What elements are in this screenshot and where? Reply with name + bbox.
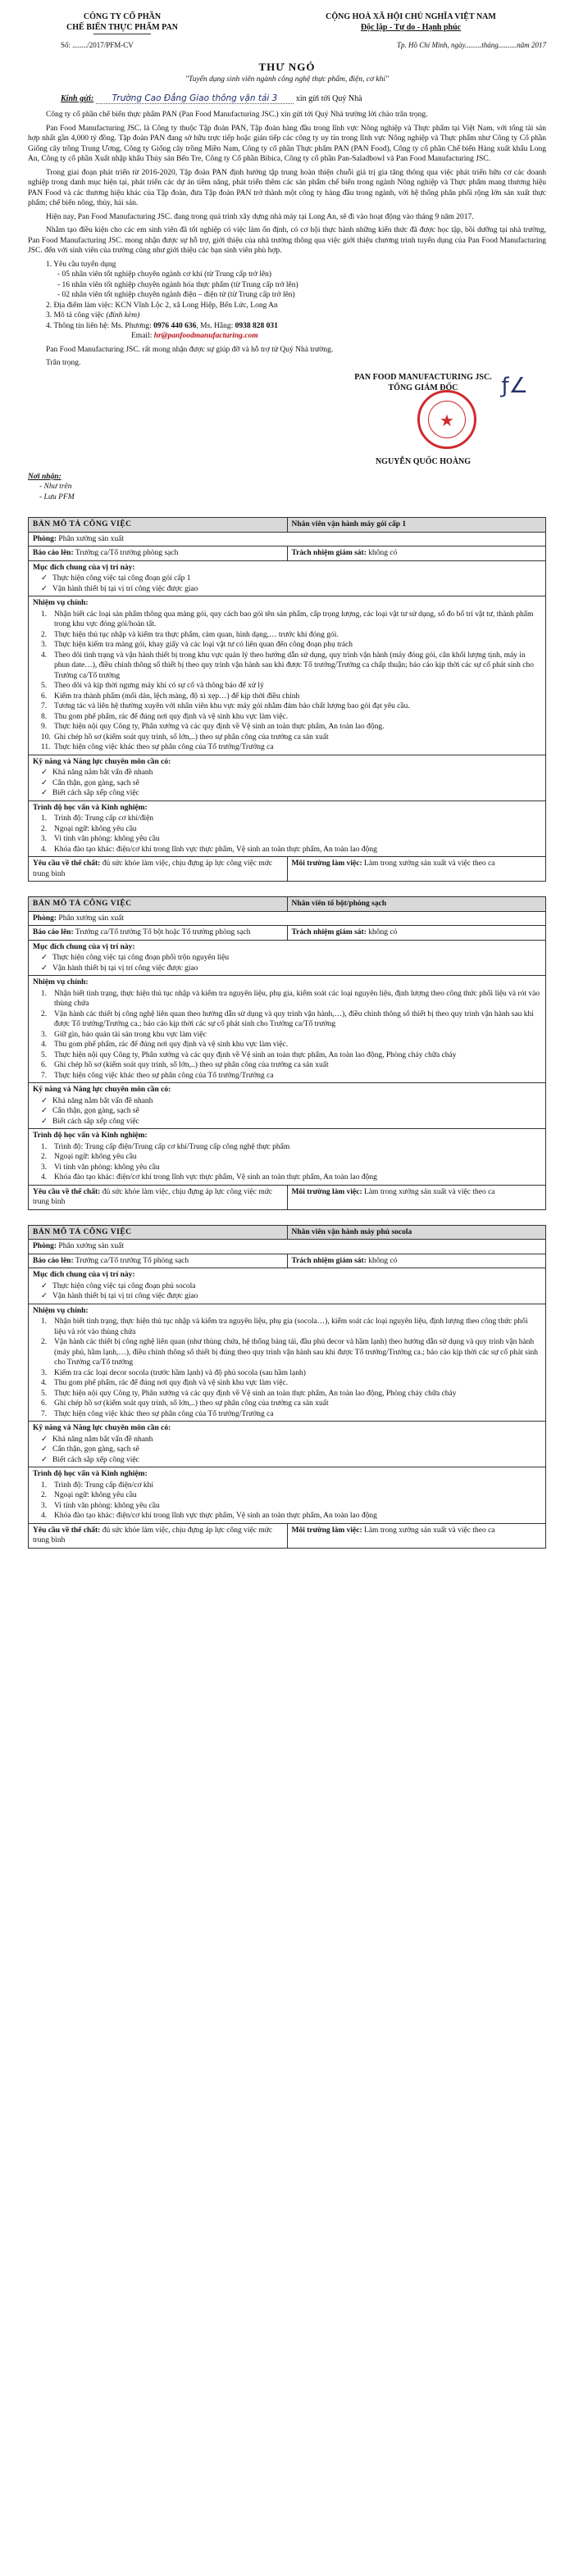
list-item: 2. Vận hành các thiết bị công nghệ liên quan theo hướng dẫn sử dụng và quy trình vận hành,…), điều chỉnh thông số thiết bị theo quy trình vận hành sau khi được Tổ trưởng/Trưởng ca.; báo cáo kịp thời các sự cố phát sinh cho Trưởng ca/Tổ trưởng [41, 1009, 541, 1030]
recipients-section [28, 472, 546, 503]
table-title: BẢN MÔ TẢ CÔNG VIỆC [33, 1227, 132, 1236]
supervise-value: không có [368, 549, 398, 557]
list-item-text: Thực hiện nội quy Công ty, Phân xưởng và các quy định về Vệ sinh an toàn thực phẩm, An toàn lao động. [54, 723, 385, 731]
list-item-text: Nhận biết tình trạng, thực hiện thủ tục nhập và kiểm tra nguyên liệu, phụ gia (socola…), kiểm soát các loại nguyên liệu, định lượng theo công thức phối liệu và rót vào thùng chứa [54, 1317, 528, 1336]
info-item-1: 1. Yêu cầu tuyển dụng [46, 260, 116, 269]
skills-label: Kỹ năng và Năng lực chuyên môn cần có: [33, 1086, 171, 1094]
duties-label: Nhiệm vụ chính: [33, 978, 89, 986]
report-label: Báo cáo lên: [33, 549, 74, 557]
paragraph-3: Trong giai đoạn phát triển từ 2016-2020, Tập đoàn PAN định hướng tập trung hoàn thiện chuỗi giá trị gia tăng thông qua việc phát triển hữu cơ các doanh nghiệp trong danh mục hiện tại, phát triển các dự án tiềm năng, phát triển thêm các sản phẩm chế biến trong ngành Nông nghiệp và Thực phẩm mang thương hiệu PAN Food và các thương hiệu khác của Tập đoàn, đưa Tập đoàn PAN trở thành một công ty hàng đầu trong ngành, với hệ thống phân phối rộng lớn sản xuất thực phẩm; chế biến nông, thủy, hải sản. [28, 168, 546, 207]
list-item-text: Kiểm tra thành phẩm (mối dán, lệch màng, độ xì xẹp…) để kịp thời điều chỉnh [54, 692, 300, 701]
list-item: 4. Khóa đào tạo khác: điện/cơ khí trong lĩnh vực thực phẩm, Vệ sinh an toàn thực phẩm, An toàn lao động [41, 1173, 377, 1181]
recipient-item: - Như trên [39, 483, 72, 491]
paragraph-1: Công ty cổ phần chế biến thực phẩm PAN (Pan Food Manufacturing JSC.) xin gửi tới Quý Nhà trường lời chào trân trọng. [46, 111, 428, 119]
recipient-handwritten: Trường Cao Đẳng Giao thông vận tải 3 [96, 93, 294, 104]
signature-block [325, 372, 522, 393]
list-item: ✓ Cẩn thận, gọn gàng, sạch sẽ [41, 778, 139, 787]
contact-phone-1: 0976 440 636 [153, 321, 197, 330]
list-item: 1. Trình độ: Trung cấp điện/Trung cấp cơ khí/Trung cấp công nghệ thực phẩm [41, 1142, 290, 1151]
job-position: Nhân viên vận hành máy phủ socola [291, 1227, 412, 1236]
list-item: 5. Thực hiện nội quy Công ty, Phân xưởng và các quy định về Vệ sinh an toàn thực phẩm, An toàn lao động, Phòng cháy chữa cháy [41, 1050, 457, 1059]
table-title: BẢN MÔ TẢ CÔNG VIỆC [33, 520, 132, 528]
supervise-label: Trách nhiệm giám sát: [291, 1256, 367, 1265]
list-item: ✓ Khả năng nắm bắt vấn đề nhanh [41, 769, 153, 777]
env-label: Môi trường làm việc: [291, 1187, 362, 1196]
list-item-text: Ngoại ngữ: không yêu cầu [54, 824, 137, 833]
physical-label: Yêu cầu về thể chất: [33, 859, 101, 868]
list-item-text: Ghi chép hồ sơ (kiểm soát quy trình, số lớn,..) theo sự phân công của trưởng ca sản xuất [54, 1061, 329, 1069]
list-item-text: Thực hiện nội quy Công ty, Phân xưởng và các quy định về Vệ sinh an toàn thực phẩm, An toàn lao động, Phòng cháy chữa cháy [54, 1389, 457, 1398]
supervise-value: không có [368, 928, 398, 937]
doc-number: Số: ......../2017/PFM-CV [61, 41, 134, 49]
list-item: ✓ Thực hiện công việc tại công đoạn phối trộn nguyên liệu [41, 954, 230, 962]
list-item: 2. Ngoại ngữ: không yêu cầu [41, 824, 137, 833]
list-item-text: Khả năng nắm bắt vấn đề nhanh [52, 1096, 153, 1105]
list-item-text: Khóa đào tạo khác: điện/cơ khí trong lĩnh vực thực phẩm, Vệ sinh an toàn thực phẩm, An toàn lao động [54, 1512, 377, 1520]
list-item-text: Ngoại ngữ: không yêu cầu [54, 1491, 137, 1499]
list-item: ✓ Cẩn thận, gọn gàng, sạch sẽ [41, 1445, 139, 1454]
list-item: 4. Khóa đào tạo khác: điện/cơ khí trong lĩnh vực thực phẩm, Vệ sinh an toàn thực phẩm, An toàn lao động [41, 1512, 377, 1520]
list-item: 7. Thực hiện công việc khác theo sự phân công của Tổ trưởng/Trưởng ca [41, 1071, 274, 1080]
info-sub-2: - 16 nhân viên tốt nghiệp chuyên ngành hóa thực phẩm (từ Trung cấp trở lên) [57, 280, 298, 289]
company-line-1: CÔNG TY CỔ PHẦN [83, 12, 162, 21]
list-item: 8. Thu gom phế phẩm, rác để đúng nơi quy định và vệ sinh khu vực làm việc. [41, 712, 289, 721]
list-item: ✓ Thực hiện công việc tại công đoạn gói cấp 1 [41, 574, 191, 583]
supervise-label: Trách nhiệm giám sát: [291, 549, 367, 557]
signature-area [28, 372, 546, 470]
recipients-label: Nơi nhận: [28, 472, 61, 481]
env-value: Làm trong xưởng sản xuất và việc theo ca [364, 1187, 495, 1196]
recipient-label: Kính gửi: [61, 94, 94, 103]
list-item: ✓ Biết cách sắp xếp công việc [41, 789, 139, 797]
list-item-text: Trình độ: Trung cấp cơ khí/điện [54, 814, 154, 823]
recipient-line [61, 93, 546, 103]
list-item-text: Nhận biết tình trạng, thực hiện thủ tục nhập và kiểm tra nguyên liệu, phụ gia, kiểm soát các loại nguyên liệu, định lượng theo công thức phối liệu và rót vào thùng chứa [54, 989, 540, 1008]
signature-position: TỔNG GIÁM ĐỐC [388, 383, 458, 392]
skills-label: Kỹ năng và Năng lực chuyên môn cần có: [33, 757, 171, 766]
signature-scribble: ƒ∠ [501, 373, 528, 398]
list-item: ✓ Vận hành thiết bị tại vị trí công việc được giao [41, 584, 198, 593]
list-item: 7. Tương tác và liên hệ thường xuyên với nhân viên khu vực máy gói nhằm đảm bảo chất lượng bao gói đạt yêu cầu. [41, 702, 410, 710]
dept-label: Phòng: [33, 914, 57, 923]
list-item: 9. Thực hiện nội quy Công ty, Phân xưởng và các quy định về Vệ sinh an toàn thực phẩm, An toàn lao động. [41, 723, 385, 731]
list-item: ✓ Khả năng nắm bắt vấn đề nhanh [41, 1096, 153, 1105]
list-item: ✓ Biết cách sắp xếp công việc [41, 1455, 139, 1464]
list-item: 11. Thực hiện công việc khác theo sự phân công của Tổ trưởng/Trưởng ca [41, 743, 274, 751]
list-item: 3. Kiểm tra các loại decor socola (trước hầm lạnh) và độ phủ socola (sau hầm lạnh) [41, 1368, 306, 1377]
list-item-text: Biết cách sắp xếp công việc [52, 1455, 139, 1464]
job-position: Nhân viên tổ bột/phòng sạch [291, 900, 387, 908]
stamp-star-icon: ★ [440, 411, 454, 430]
duties-label: Nhiệm vụ chính: [33, 599, 89, 607]
list-item: 6. Kiểm tra thành phẩm (mối dán, lệch màng, độ xì xẹp…) để kịp thời điều chỉnh [41, 692, 300, 701]
list-item-text: Cẩn thận, gọn gàng, sạch sẽ [52, 778, 139, 787]
job-descriptions [28, 517, 546, 1549]
email-label: Email: [131, 332, 153, 340]
list-item-text: Vận hành thiết bị tại vị trí công việc được giao [52, 584, 198, 593]
list-item-text: Ghi chép hồ sơ (kiểm soát quy trình, số lớn,..) theo sự phân công của trưởng ca sản xuất [54, 1399, 329, 1408]
contact-phone-2: 0938 828 031 [235, 321, 278, 330]
list-item-text: Thực hiện công việc khác theo sự phân công của Tổ trưởng/Trưởng ca [54, 1071, 274, 1080]
purpose-label: Mục đích chung của vị trí này: [33, 563, 135, 572]
skills-label: Kỹ năng và Năng lực chuyên môn cần có: [33, 1424, 171, 1432]
env-value: Làm trong xưởng sản xuất và việc theo ca [364, 1526, 495, 1535]
list-item-text: Ghi chép hồ sơ (kiểm soát quy trình, số lớn,..) theo sự phân công của trưởng ca sản xuất [54, 732, 329, 742]
physical-value: đủ sức khỏe làm việc, chịu đựng áp lực công việc mức trung bình [33, 1187, 273, 1206]
list-item-text: Khóa đào tạo khác: điện/cơ khí trong lĩnh vực thực phẩm, Vệ sinh an toàn thực phẩm, An toàn lao động [54, 845, 377, 854]
list-item: 5. Thực hiện nội quy Công ty, Phân xưởng và các quy định về Vệ sinh an toàn thực phẩm, An toàn lao động, Phòng cháy chữa cháy [41, 1389, 457, 1398]
dept-value: Phân xưởng sản xuất [58, 534, 124, 543]
physical-label: Yêu cầu về thể chất: [33, 1526, 101, 1535]
list-item-text: Thực hiện thủ tục nhập và kiểm tra thực phẩm, cảm quan, hình dạng,… trước khi đóng gói. [54, 630, 339, 639]
info-list [46, 260, 546, 342]
list-item-text: Vận hành thiết bị tại vị trí công việc được giao [52, 1292, 198, 1300]
list-item-text: Thực hiện công việc tại công đoạn phối trộn nguyên liệu [52, 954, 230, 962]
duties-label: Nhiệm vụ chính: [33, 1306, 89, 1315]
physical-label: Yêu cầu về thể chất: [33, 1187, 101, 1196]
list-item-text: Trình độ: Trung cấp điện/Trung cấp cơ khí/Trung cấp công nghệ thực phẩm [54, 1142, 290, 1151]
list-item: 4. Thu gom phế phẩm, rác để đúng nơi quy định và vệ sinh khu vực làm việc. [41, 1379, 289, 1387]
info-item-2: 2. Địa điểm làm việc: KCN Vĩnh Lộc 2, xã Long Hiệp, Bến Lức, Long An [46, 301, 278, 310]
list-item: 3. Vi tính văn phòng: không yêu cầu [41, 1163, 160, 1172]
company-stamp [417, 390, 476, 449]
edu-label: Trình độ học vấn và Kinh nghiệm: [33, 1470, 148, 1478]
recipient-item: - Lưu PFM [39, 492, 75, 501]
list-item-text: Cẩn thận, gọn gàng, sạch sẽ [52, 1445, 139, 1454]
company-line-2: CHẾ BIẾN THỰC PHẨM PAN [66, 23, 178, 32]
info-item-3 [46, 311, 546, 321]
report-value: Trưởng ca/Tổ trưởng phòng sạch [75, 549, 179, 557]
list-item: 3. Vi tính văn phòng: không yêu cầu [41, 835, 160, 843]
company-header [28, 11, 216, 34]
list-item: ✓ Thực hiện công việc tại công đoạn phủ socola [41, 1281, 196, 1290]
list-item-text: Vận hành thiết bị tại vị trí công việc được giao [52, 964, 198, 973]
edu-label: Trình độ học vấn và Kinh nghiệm: [33, 1132, 148, 1140]
list-item-text: Biết cách sắp xếp công việc [52, 789, 139, 797]
report-value: Trưởng ca/Tổ trưởng Tổ phòng sạch [75, 1256, 189, 1265]
list-item-text: Biết cách sắp xếp công việc [52, 1117, 139, 1126]
list-item: 4. Khóa đào tạo khác: điện/cơ khí trong lĩnh vực thực phẩm, Vệ sinh an toàn thực phẩm, An toàn lao động [41, 845, 377, 854]
list-item-text: Thu gom phế phẩm, rác để đúng nơi quy định và vệ sinh khu vực làm việc. [54, 1041, 289, 1049]
list-item-text: Vi tính văn phòng: không yêu cầu [54, 835, 160, 843]
list-item-text: Tương tác và liên hệ thường xuyên với nhân viên khu vực máy gói nhằm đảm bảo chất lượng bao gói đạt yêu cầu. [54, 702, 410, 710]
list-item: 1. Trình độ: Trung cấp cơ khí/điện [41, 814, 154, 823]
list-item-text: Vận hành các thiết bị công nghệ liên quan (như thùng chứa, hệ thống bảng tải, đầu phủ decor và hầm lạnh) theo hướng dẫn sử dụng và quy trình vận hành (máy phủ, hầm lạnh,…), điều chỉnh thông số thiết bị đúng theo quy trình vận hành sau khi được Tổ trưởng/Trưởng ca.; báo cáo kịp thời các sự cố phát sinh cho Trưởng ca/Tổ trưởng [54, 1338, 539, 1367]
list-item-text: Nhận biết các loại sản phẩm thông qua màng gói, quy cách bao gói tên sản phẩm, cấp trọng lượng, các loại vật tư sử dụng, số đo bổ trí vật tư, thành phẩm trong khu vực đóng gói/hoàn tất. [54, 610, 534, 628]
table-title: BẢN MÔ TẢ CÔNG VIỆC [33, 900, 132, 908]
env-label: Môi trường làm việc: [291, 859, 362, 868]
list-item-text: Thực hiện công việc khác theo sự phân công của Tổ trưởng/Trưởng ca [54, 743, 274, 751]
paragraph-4: Hiện nay, Pan Food Manufacturing JSC. đang trong quá trình xây dựng nhà máy tại Long An, sẽ đi vào hoạt động vào tháng 9 năm 2017. [46, 212, 474, 221]
list-item: 10. Ghi chép hồ sơ (kiểm soát quy trình, số lớn,..) theo sự phân công của trưởng ca sản xuất [41, 732, 329, 742]
list-item-text: Khả năng nắm bắt vấn đề nhanh [52, 769, 153, 777]
info-item-4 [46, 321, 546, 332]
list-item: 2. Vận hành các thiết bị công nghệ liên quan (như thùng chứa, hệ thống bảng tải, đầu phủ decor và hầm lạnh) theo hướng dẫn sử dụng và quy trình vận hành (máy phủ, hầm lạnh,…), điều chỉnh thông số thiết bị đúng theo quy trình vận hành sau khi được Tổ trưởng/Trưởng ca.; báo cáo kịp thời các sự cố phát sinh cho Trưởng ca/Tổ trưởng [41, 1337, 541, 1368]
list-item: ✓ Biết cách sắp xếp công việc [41, 1117, 139, 1126]
list-item-text: Cẩn thận, gọn gàng, sạch sẽ [52, 1107, 139, 1115]
email-link[interactable]: hr@panfoodmanufacturing.com [153, 332, 258, 340]
dept-value: Phân xưởng sản xuất [58, 914, 124, 923]
supervise-label: Trách nhiệm giám sát: [291, 928, 367, 937]
list-item: 7. Thực hiện công việc khác theo sự phân công của Tổ trưởng/Trưởng ca [41, 1409, 274, 1418]
list-item-text: Kiểm tra các loại decor socola (trước hầm lạnh) và độ phủ socola (sau hầm lạnh) [54, 1368, 306, 1377]
list-item: ✓ Cẩn thận, gọn gàng, sạch sẽ [41, 1107, 139, 1115]
list-item-text: Ngoại ngữ: không yêu cầu [54, 1153, 137, 1161]
number-date-row [28, 41, 546, 49]
email-row [46, 331, 546, 342]
contact-label: 4. Thông tin liên hệ: Ms. Phương: [46, 321, 152, 330]
job-description-table [28, 517, 546, 882]
closing-2: Trân trọng. [46, 359, 81, 367]
list-item: 4. Thu gom phế phẩm, rác để đúng nơi quy định và vệ sinh khu vực làm việc. [41, 1041, 289, 1049]
closing-1: Pan Food Manufacturing JSC. rất mong nhận được sự giúp đỡ và hỗ trợ từ Quý Nhà trường. [46, 345, 334, 354]
list-item: ✓ Vận hành thiết bị tại vị trí công việc được giao [41, 964, 198, 973]
report-value: Trưởng ca/Tổ trưởng Tổ bột hoặc Tổ trưởng phòng sạch [75, 928, 251, 937]
letter-subtitle: "Tuyển dụng sinh viên ngành công nghệ thực phẩm, điện, cơ khí" [184, 75, 390, 84]
list-item: 1. Nhận biết tình trạng, thực hiện thủ tục nhập và kiểm tra nguyên liệu, phụ gia, kiểm soát các loại nguyên liệu, định lượng theo công thức phối liệu và rót vào thùng chứa [41, 989, 540, 1008]
dept-label: Phòng: [33, 534, 57, 543]
env-value: Làm trong xưởng sản xuất và việc theo ca [364, 859, 495, 868]
list-item: 1. Nhận biết các loại sản phẩm thông qua màng gói, quy cách bao gói tên sản phẩm, cấp trọng lượng, các loại vật tư sử dụng, số đo bổ trí vật tư, thành phẩm trong khu vực đóng gói/hoàn tất. [41, 610, 541, 630]
list-item: ✓ Vận hành thiết bị tại vị trí công việc được giao [41, 1292, 198, 1300]
national-header [276, 11, 546, 34]
list-item: 3. Thực hiện kiểm tra màng gói, khay giấy và các loại vật tư có liên quan đến công đoạn phụ trách [41, 641, 353, 649]
list-item-text: Vận hành các thiết bị công nghệ liên quan theo hướng dẫn sử dụng và quy trình vận hành,…), điều chỉnh thông số thiết bị theo quy trình vận hành sau khi được Tổ trưởng/Trưởng ca.; báo cáo kịp thời các sự cố phát sinh cho Trưởng ca/Tổ trưởng [54, 1009, 534, 1028]
list-item: 6. Ghi chép hồ sơ (kiểm soát quy trình, số lớn,..) theo sự phân công của trưởng ca sản xuất [41, 1061, 329, 1069]
list-item: 3. Vi tính văn phòng: không yêu cầu [41, 1501, 160, 1510]
list-item-text: Thu gom phế phẩm, rác để đúng nơi quy định và vệ sinh khu vực làm việc. [54, 712, 289, 721]
signature-company: PAN FOOD MANUFACTURING JSC. [354, 372, 492, 382]
list-item: 5. Theo dõi và kịp thời ngưng máy khi có sự cố và thông báo để xử lý [41, 682, 264, 690]
list-item: 2. Ngoại ngữ: không yêu cầu [41, 1153, 137, 1161]
env-label: Môi trường làm việc: [291, 1526, 362, 1535]
list-item: 6. Ghi chép hồ sơ (kiểm soát quy trình, số lớn,..) theo sự phân công của trưởng ca sản xuất [41, 1399, 329, 1408]
list-item-text: Theo dõi tình trạng và vận hành thiết bị trong khu vực quản lý theo hướng dẫn sử dụng, quy trình vận hành (máy đóng gói, cân khối lượng tịnh, máy in phun date…), điều chỉnh thông số thiết bị theo quy trình vận hành sau khi được Tổ trưởng/Trưởng ca chấp thuận; báo cáo kịp thời các sự cố phát sinh cho Trưởng ca/Tổ trưởng [54, 651, 534, 680]
list-item: 4. Theo dõi tình trạng và vận hành thiết bị trong khu vực quản lý theo hướng dẫn sử dụng, quy trình vận hành (máy đóng gói, cân khối lượng tịnh, máy in phun date…), điều chỉnh thông số thiết bị theo quy trình vận hành sau khi được Tổ trưởng/Trưởng ca chấp thuận; báo cáo kịp thời các sự cố phát sinh cho Trưởng ca/Tổ trưởng [41, 651, 541, 682]
report-label: Báo cáo lên: [33, 1256, 74, 1265]
list-item-text: Khả năng nắm bắt vấn đề nhanh [52, 1435, 153, 1444]
dept-label: Phòng: [33, 1242, 57, 1250]
signature-name: NGUYỄN QUỐC HOÀNG [375, 456, 472, 466]
job-description-table [28, 896, 546, 1210]
recipient-suffix: xin gửi tới Quý Nhà [295, 94, 362, 103]
list-item-text: Thực hiện công việc tại công đoạn phủ socola [52, 1281, 196, 1290]
list-item-text: Vi tính văn phòng: không yêu cầu [54, 1501, 160, 1510]
supervise-value: không có [368, 1256, 398, 1265]
physical-value: đủ sức khỏe làm việc, chịu đựng áp lực công việc mức trung bình [33, 859, 273, 878]
list-item-text: Khóa đào tạo khác: điện/cơ khí trong lĩnh vực thực phẩm, Vệ sinh an toàn thực phẩm, An toàn lao động [54, 1173, 377, 1181]
national-title: CỘNG HOÀ XÃ HỘI CHỦ NGHĨA VIỆT NAM [326, 12, 496, 21]
letter-header [28, 11, 546, 34]
list-item: 2. Ngoại ngữ: không yêu cầu [41, 1491, 137, 1499]
info-sub-3: - 02 nhân viên tốt nghiệp chuyên ngành điện – điện tử (từ Trung cấp trở lên) [57, 291, 295, 299]
edu-label: Trình độ học vấn và Kinh nghiệm: [33, 803, 148, 812]
purpose-label: Mục đích chung của vị trí này: [33, 1271, 135, 1279]
job-position: Nhân viên vận hành máy gói cấp 1 [291, 520, 407, 528]
paragraph-2: Pan Food Manufacturing JSC. là Công ty thuộc Tập đoàn PAN, Tập đoàn hàng đầu trong lĩnh vực Nông nghiệp và Thực phẩm tại Việt Nam, với tổng tài sản hợp nhất gần 4,000 tỷ đồng. Tập đoàn PAN đang sở hữu trực tiếp hoặc gián tiếp các công ty uy tín trong lĩnh vực Nông nghiệp và Thực phẩm như Công ty Cổ phần Giống cây trồng Trung Ương, Công ty Giống cây trồng Miền Nam, Công ty cổ phần Thực phẩm PAN (PAN Food), Công ty cổ phần Chế biến Hàng xuất khẩu Long An, Công ty cổ phần Xuất nhập khẩu Thủy sản Bến Tre, Công ty Cổ phần Bibica, Công ty cổ phần Pan-Saladbowl và Pan Food Manufacturing JSC. [28, 124, 546, 163]
list-item: 2. Thực hiện thủ tục nhập và kiểm tra thực phẩm, cảm quan, hình dạng,… trước khi đóng gói. [41, 630, 339, 639]
list-item-text: Thực hiện công việc tại công đoạn gói cấp 1 [52, 574, 191, 583]
info-sub-1: - 05 nhân viên tốt nghiệp chuyên ngành cơ khí (từ Trung cấp trở lên) [57, 270, 272, 279]
list-item-text: Thực hiện công việc khác theo sự phân công của Tổ trưởng/Trưởng ca [54, 1409, 274, 1418]
info-item-3-note: (đính kèm) [106, 311, 140, 320]
physical-value: đủ sức khỏe làm việc, chịu đựng áp lực công việc mức trung bình [33, 1526, 273, 1544]
letter-title: THƯ NGỎ [258, 61, 316, 73]
contact-mid: , Ms. Hằng: [196, 321, 234, 330]
list-item-text: Giữ gìn, bảo quản tài sản trong khu vực làm việc [54, 1030, 207, 1039]
job-description-table [28, 1225, 546, 1549]
info-item-3-label: 3. Mô tả công việc [46, 311, 104, 320]
paragraph-5: Nhằm tạo điều kiện cho các em sinh viên đã tốt nghiệp có việc làm ổn định, có cơ hội thực hành những kiến thức đã được học tập, bồi dưỡng tại nhà trường, Pan Food Manufacturing JSC. mong nhận được sự hỗ trợ, giới thiệu của nhà trường thông qua việc giới thiệu chương trình tuyển dụng của Pan Food Manufacturing JSC. đến với sinh viên của trường cũng như giới thiệu các bạn sinh viên phù hợp. [28, 226, 546, 255]
list-item-text: Thực hiện nội quy Công ty, Phân xưởng và các quy định về Vệ sinh an toàn thực phẩm, An toàn lao động, Phòng cháy chữa cháy [54, 1050, 457, 1059]
list-item: ✓ Khả năng nắm bắt vấn đề nhanh [41, 1435, 153, 1444]
list-item-text: Vi tính văn phòng: không yêu cầu [54, 1163, 160, 1172]
doc-date: Tp. Hồ Chí Minh, ngày.........tháng..........năm 2017 [396, 41, 546, 49]
list-item: 3. Giữ gìn, bảo quản tài sản trong khu vực làm việc [41, 1030, 207, 1039]
list-item-text: Theo dõi và kịp thời ngưng máy khi có sự cố và thông báo để xử lý [54, 682, 264, 690]
list-item: 1. Nhận biết tình trạng, thực hiện thủ tục nhập và kiểm tra nguyên liệu, phụ gia (socola…), kiểm soát các loại nguyên liệu, định lượng theo công thức phối liệu và rót vào thùng chứa [41, 1317, 541, 1337]
list-item-text: Trình độ: Trung cấp điện/cơ khí [54, 1481, 154, 1490]
dept-value: Phân xưởng sản xuất [58, 1242, 124, 1250]
list-item-text: Thực hiện kiểm tra màng gói, khay giấy và các loại vật tư có liên quan đến công đoạn phụ trách [54, 641, 353, 649]
list-item-text: Thu gom phế phẩm, rác để đúng nơi quy định và vệ sinh khu vực làm việc. [54, 1379, 289, 1387]
national-motto: Độc lập - Tự do - Hạnh phúc [360, 23, 462, 32]
purpose-label: Mục đích chung của vị trí này: [33, 942, 135, 951]
report-label: Báo cáo lên: [33, 928, 74, 937]
list-item: 1. Trình độ: Trung cấp điện/cơ khí [41, 1481, 154, 1490]
